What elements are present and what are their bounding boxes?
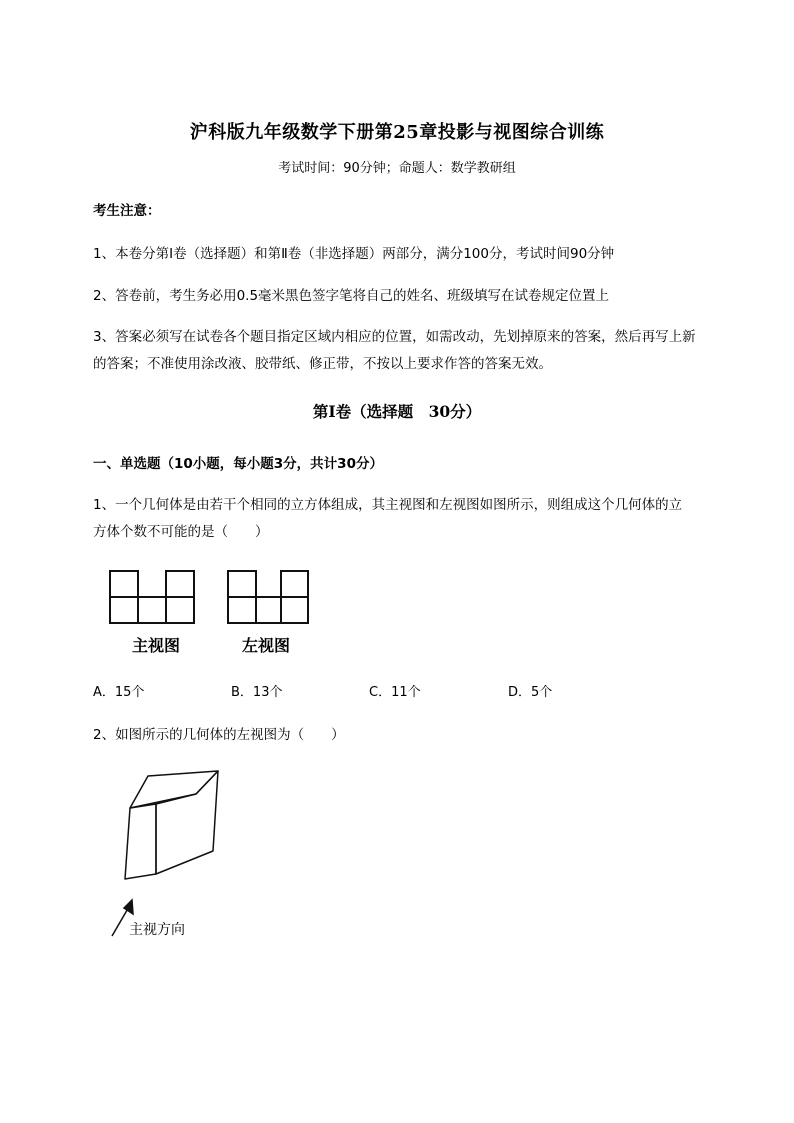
page-title: 沪科版九年级数学下册第25章投影与视图综合训练 [189, 122, 605, 143]
notice-item-3-line-1: 3、答案必须写在试卷各个题目指定区域内相应的位置，如需改动，先划掉原来的答案，然后再写上新 [93, 329, 696, 345]
left-view-label: 左视图 [242, 636, 291, 655]
question-1-options [93, 681, 693, 701]
notice-item-3-line-2: 的答案；不准使用涂改液、胶带纸、修正带，不按以上要求作答的答案无效。 [93, 356, 552, 372]
question-1-line-2: 方体个数不可能的是（ ） [93, 524, 269, 540]
question-1-line-1: 1、一个几何体是由若干个相同的立方体组成，其主视图和左视图如图所示，则组成这个几何体的立 [93, 497, 683, 513]
front-view-label: 主视图 [132, 636, 181, 655]
mcq-heading: 一、单选题（10小题，每小题3分，共计30分） [93, 456, 383, 472]
option-b[interactable]: B．13个 [231, 685, 283, 700]
notice-heading: 考生注意： [93, 203, 161, 219]
question-2-text: 2、如图所示的几何体的左视图为（ ） [93, 727, 345, 743]
left-view-drawing [228, 571, 308, 623]
exam-info: 考试时间：90分钟；命题人：数学教研组 [278, 161, 516, 176]
notice-item-1: 1、本卷分第I卷（选择题）和第Ⅱ卷（非选择题）两部分，满分100分，考试时间90分钟 [93, 246, 615, 262]
option-a[interactable]: A．15个 [93, 685, 145, 700]
option-d[interactable]: D．5个 [508, 685, 553, 700]
notice-item-2: 2、答卷前，考生务必用0.5毫米黑色签字笔将自己的姓名、班级填写在试卷规定位置上 [93, 288, 610, 304]
question-1-figure [105, 565, 320, 660]
option-c[interactable]: C．11个 [369, 685, 421, 700]
view-direction-label: 主视方向 [129, 922, 185, 938]
question-2-figure [100, 762, 240, 947]
prism-drawing [125, 771, 218, 879]
front-view-drawing [110, 571, 194, 623]
section-title: 第I卷（选择题 30分） [312, 402, 482, 421]
